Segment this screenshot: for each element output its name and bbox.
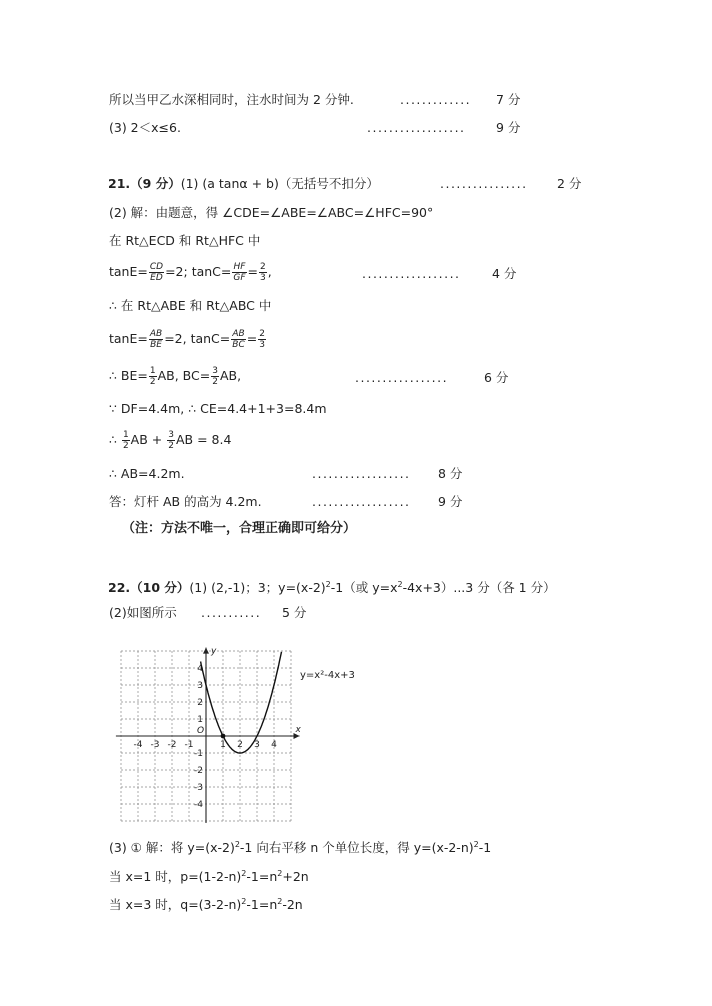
q22-part2-dots: ........... bbox=[201, 605, 262, 620]
q21-heading bbox=[108, 175, 379, 193]
y-tick-label: 3 bbox=[197, 681, 203, 691]
fraction-numerator: 1 bbox=[149, 366, 156, 376]
q21-tan-line-1 bbox=[109, 262, 272, 283]
exponent: 2 bbox=[277, 897, 283, 906]
q22-x3-c: -2n bbox=[282, 897, 303, 913]
q22-x3-a: 当 x=3 时，q=(3-2-n) bbox=[109, 897, 242, 913]
tan-c-1-prefix: =2; tanC= bbox=[165, 264, 232, 279]
q22-part3 bbox=[109, 836, 491, 857]
q21-ab-score: 8 分 bbox=[438, 466, 463, 481]
fraction-denominator: 2 bbox=[149, 377, 156, 387]
q22-x3-b: -1=n bbox=[246, 897, 278, 913]
q21-be-score: 6 分 bbox=[484, 370, 509, 385]
q22-part3-a: (3) ① 解：将 y=(x-2) bbox=[109, 840, 235, 856]
fraction-hf-gf bbox=[232, 262, 246, 283]
q21-number: 21. bbox=[108, 176, 131, 191]
sum-end: AB = 8.4 bbox=[175, 432, 232, 447]
fraction-denominator: BC bbox=[232, 340, 245, 350]
equals-sign: = bbox=[246, 331, 258, 346]
fraction-denominator: 2 bbox=[122, 441, 129, 451]
fraction-2-3 bbox=[258, 329, 266, 350]
q20-line-1 bbox=[109, 91, 354, 109]
y-tick-label: -4 bbox=[194, 800, 203, 810]
q21-therefore-1: ∴ 在 Rt△ABE 和 Rt△ABC 中 bbox=[109, 298, 272, 313]
x-tick-label: -1 bbox=[184, 740, 194, 750]
fraction-numerator: 1 bbox=[122, 430, 129, 440]
parabola-graph bbox=[110, 628, 410, 823]
tan-e-2-prefix: tanE= bbox=[109, 331, 148, 346]
exponent: 2 bbox=[397, 580, 403, 589]
q21-in-line: 在 Rt△ECD 和 Rt△HFC 中 bbox=[109, 233, 261, 248]
q22-heading bbox=[108, 576, 556, 597]
fraction-numerator: AB bbox=[149, 329, 163, 339]
y-axis-arrow bbox=[203, 648, 209, 654]
x-tick-label: 3 bbox=[254, 740, 260, 750]
fraction-ab-bc bbox=[231, 329, 245, 350]
exponent: 2 bbox=[234, 840, 240, 849]
fraction-numerator: 3 bbox=[168, 430, 174, 440]
q22-x1-a: 当 x=1 时，p=(1-2-n) bbox=[109, 869, 242, 885]
fraction-denominator: 3 bbox=[260, 273, 266, 283]
q21-answer: 答：灯杆 AB 的高为 4.2m. bbox=[109, 494, 262, 509]
bc-suffix: AB, bbox=[219, 368, 242, 383]
exponent: 2 bbox=[241, 869, 247, 878]
fraction-denominator: 2 bbox=[168, 441, 174, 451]
q21-part1-score: 2 分 bbox=[557, 176, 582, 191]
x-tick-label: 1 bbox=[220, 740, 226, 750]
fraction-numerator: 2 bbox=[259, 329, 265, 339]
fraction-1-2 bbox=[122, 430, 130, 451]
q20-line-1-text: 所以当甲乙水深相同时，注水时间为 2 分钟. bbox=[109, 92, 354, 107]
fraction-numerator: HF bbox=[233, 262, 246, 272]
q21-df-line: ∵ DF=4.4m, ∴ CE=4.4+1+3=8.4m bbox=[109, 401, 327, 416]
y-tick-label: 2 bbox=[197, 698, 203, 708]
fraction-3-2 bbox=[167, 430, 175, 451]
fraction-denominator: 3 bbox=[259, 340, 265, 350]
q22-x3-line bbox=[109, 893, 303, 914]
comma: , bbox=[267, 264, 272, 279]
q22-number: 22. bbox=[108, 580, 131, 596]
curve-layer bbox=[201, 647, 283, 753]
q20-line-2-score: 9 分 bbox=[496, 120, 521, 135]
q22-part2: (2)如图所示 bbox=[109, 605, 177, 620]
fraction-cd-ed bbox=[149, 262, 164, 283]
fraction-ab-be bbox=[149, 329, 163, 350]
y-tick-label: -1 bbox=[194, 749, 203, 759]
x-tick-label: 2 bbox=[237, 740, 243, 750]
fraction-denominator: BE bbox=[150, 340, 162, 350]
exponent: 2 bbox=[473, 840, 479, 849]
q22-part1-b: -1（或 y=x bbox=[330, 580, 398, 596]
q21-tan-dots: .................. bbox=[362, 266, 461, 281]
q21-note: （注：方法不唯一，合理正确即可给分） bbox=[122, 521, 357, 536]
q21-part1: (1) (a tanα + b)（无括号不扣分） bbox=[180, 176, 379, 191]
tan-c-2-prefix: =2, tanC= bbox=[164, 331, 231, 346]
q22-points: （10 分） bbox=[130, 580, 190, 596]
y-tick-label: 4 bbox=[197, 664, 203, 674]
q20-line-1-dots: ............. bbox=[400, 92, 472, 107]
x-tick-label: 4 bbox=[271, 740, 277, 750]
y-tick-label: -2 bbox=[194, 766, 203, 776]
q20-line-2-dots: .................. bbox=[367, 120, 466, 135]
q21-ab-dots: .................. bbox=[312, 466, 411, 481]
fraction-2-3 bbox=[259, 262, 267, 283]
q21-answer-score: 9 分 bbox=[438, 494, 463, 509]
q22-x1-c: +2n bbox=[282, 869, 309, 885]
q21-answer-dots: .................. bbox=[312, 494, 411, 509]
q21-be-bc-line bbox=[109, 366, 241, 387]
sum-prefix: ∴ bbox=[109, 432, 117, 447]
fraction-numerator: CD bbox=[149, 262, 164, 272]
fraction-1-2 bbox=[149, 366, 157, 387]
equals-sign: = bbox=[247, 264, 259, 279]
tan-e-1-prefix: tanE= bbox=[109, 264, 148, 279]
x-axis-label: x bbox=[295, 725, 301, 735]
be-prefix: ∴ BE= bbox=[109, 368, 148, 383]
q21-ab-line: ∴ AB=4.2m. bbox=[109, 466, 185, 481]
fraction-numerator: 2 bbox=[260, 262, 266, 272]
x-tick-label: -4 bbox=[133, 740, 143, 750]
q21-part1-dots: ................ bbox=[440, 176, 528, 191]
exponent: 2 bbox=[325, 580, 331, 589]
q22-part2-score: 5 分 bbox=[282, 605, 307, 620]
fraction-numerator: 3 bbox=[212, 366, 218, 376]
q21-sum-line bbox=[109, 430, 231, 451]
q21-points: （9 分） bbox=[130, 176, 181, 191]
exponent: 2 bbox=[241, 897, 247, 906]
y-tick-label: -3 bbox=[194, 783, 203, 793]
parabola-curve bbox=[201, 652, 282, 753]
exponent: 2 bbox=[277, 869, 283, 878]
marked-point bbox=[221, 734, 226, 739]
fraction-denominator: GF bbox=[233, 273, 246, 283]
x-tick-label: -3 bbox=[150, 740, 160, 750]
fraction-3-2 bbox=[211, 366, 219, 387]
q20-line-2: (3) 2＜x≤6. bbox=[109, 120, 181, 135]
q22-part3-b: -1 向右平移 n 个单位长度，得 y=(x-2-n) bbox=[239, 840, 474, 856]
q21-tan-score: 4 分 bbox=[492, 266, 517, 281]
q22-part3-c: -1 bbox=[478, 840, 492, 856]
origin-label: O bbox=[197, 726, 205, 736]
y-axis-label: y bbox=[211, 646, 217, 657]
x-tick-label: -2 bbox=[167, 740, 177, 750]
bc-prefix: AB, BC= bbox=[157, 368, 211, 383]
q22-x1-line bbox=[109, 865, 309, 886]
q20-line-1-score: 7 分 bbox=[496, 92, 521, 107]
q21-part2: (2) 解：由题意，得 ∠CDE=∠ABE=∠ABC=∠HFC=90° bbox=[109, 205, 434, 220]
q22-x1-b: -1=n bbox=[246, 869, 278, 885]
function-label: y=x²-4x+3 bbox=[300, 670, 355, 681]
q22-part1-a: (1) (2,-1)；3；y=(x-2) bbox=[189, 580, 326, 596]
fraction-denominator: 2 bbox=[212, 377, 218, 387]
fraction-denominator: ED bbox=[150, 273, 163, 283]
fraction-numerator: AB bbox=[232, 329, 245, 339]
sum-mid: AB + bbox=[130, 432, 163, 447]
q21-be-dots: ................. bbox=[355, 370, 449, 385]
q21-tan-line-2 bbox=[109, 329, 267, 350]
q22-part1-c: -4x+3）...3 分（各 1 分） bbox=[402, 580, 556, 596]
y-tick-label: 1 bbox=[197, 715, 203, 725]
